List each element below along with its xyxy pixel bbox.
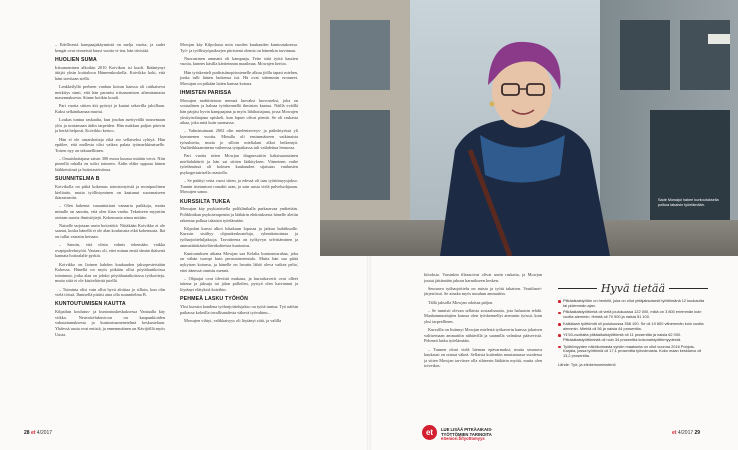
bullet-icon xyxy=(558,346,561,349)
fact-item xyxy=(558,322,708,332)
paragraph: – Valmistuttuani 2002 olin mielenterveys- ja päihdetyössä yli kymmenen vuotta. Minulla oli ensimmäiseen vaikinaista työsuhteita, mutta jo silloin mielialani alkoi heikentyä. Vaaliteikkaaminena vaiheessa työpaikassa tuli vaihdettua lennossa. xyxy=(180,128,298,151)
article-column-2 xyxy=(180,42,298,422)
section-heading: IHMISTEN PARISSA xyxy=(180,89,232,96)
paragraph: Kurssilla on lisännyt Mowjan mielestä työkaverin kanssa jokaisen valitsemaan ammattiin nähtävillä ja saannilla valmiina pääsevistä. Pehmeä lasku työelämään. xyxy=(424,327,542,344)
section-heading: SUUNNITELMA B xyxy=(55,176,100,183)
paragraph: Nuorastinen ammatti oli kampaaja. Tette siitä työtä kautten vuotta, kunnes käsilla käriteinnan maailmaa. Mowajen kertoo. xyxy=(180,55,298,67)
facts-box xyxy=(558,282,708,367)
magazine-name-left: et xyxy=(30,430,36,436)
fact-text: Kaikkiaan työttömiä oli joulukuussa 358 100. Se oli 19 800 vähemmän kuin vuotta aiemmin. Miehiä oli 56 ja naisia 44 prosenttia. xyxy=(563,320,704,331)
facts-rule-left xyxy=(558,288,597,289)
section-heading: PEHMEÄ LASKU TYÖHÖN xyxy=(180,296,248,303)
bullet-icon xyxy=(558,312,561,315)
paragraph: Pari vuotta siitten äiti pyörtyi ja kaatui sekavilla jaloillaan. Kaksi selkänikamaa murtui. xyxy=(55,103,165,114)
paragraph: Koivikko on lioinen kahden kuukauden jaksopesteistään Kokessa. Hänellä on myös pitkään ollut pöytälautikoissa toiminnut, jotka alaa on johdoi pöytälautaikoisissa työkortteja, mutta siitä ei ole käsiteltävää jutellä. xyxy=(55,261,165,284)
paragraph: – Toiminta olisi vain ollut hyvä aloittaa jo silloin, kun olin vielä töissä. Ihmisellä pitäisi aina olla suunnitelma B. xyxy=(55,286,165,298)
folio-left xyxy=(24,430,52,436)
promo-line-1: LUE LISÄÄ PITKÄAIKAIS- xyxy=(441,427,493,432)
magazine-name-right: et xyxy=(672,430,677,436)
page-number-left: 28 xyxy=(24,430,30,436)
paragraph: – Omaishoitajana saisin 300 euroa kuussa mitään verot. Niin pienellä rahalla en tulisi toimeen. Äidin eläke uppoaa hänen lääkkeisiinsä ja hoitotasteisiinsa. xyxy=(55,155,165,173)
section-heading: KUNTOUTUMISEN KAUTTA xyxy=(55,301,126,308)
paragraph: – Olen hakenut vaaantiutiani vanaaria paikkoja, mutta minulle on sanottu, että olen liian vanha. Tekniseen myyntiin otetaan nuoria ihmisiöjtejä. Kokemusta ainoa mitään. xyxy=(55,203,165,220)
paragraph: Koivikolla on pitkä kokemus toimistotyöstä ja monipuolinen kielitaito, mutta työllistyminen on kaatunut suoranaiseen ikärasismiin. xyxy=(55,184,165,201)
section-heading: KURSSILTA TUKEA xyxy=(180,198,231,205)
bullet-icon xyxy=(558,300,561,303)
fact-text: Pitkäaikaistyöttömiä oli vielä joulukuussa 122 000, mikä on 3 800 enemmän kuin vuotta aiemmin. Heistä oli 70 900 ja naisia 51 100. xyxy=(563,309,702,320)
paragraph: Mowajen vihtyi, valikkaisyys oli löytänyt siitä, ja valilla xyxy=(184,317,282,323)
paragraph: – Edellisestä kampaajakäynnistä on melja vuotta, ja sudet kengät ovat viimeisiä kuusi vuotta vi-ten, hän tiivistää. xyxy=(55,42,165,53)
facts-rule-right xyxy=(669,288,708,289)
paragraph: Loukas tuntua raskaalta, kun joudun asettyvällä nousemaan ylös ja nostamaan äidin tarpeiden. Hän makkuu paljon pärivin ja herää helposti, Koivikko kertoo. xyxy=(55,117,165,134)
folio-right xyxy=(672,430,700,436)
paragraph: – Se tunnisti olevan sellaisia sosiaalisuutta, jota haluaisin tehdä. Maahanmuuttajien kanssa olen työskennellyt aiemmin työssä, kuin yksi tarpeellinen. xyxy=(424,307,542,324)
paragraph: Kuntoutuksen aikana Mowjan saa Kelalta kuntoutusrahaa, joka on vähän isompi kuin perustoimeentulo. Mutta hän saa pitää nykyisen kotonsa, ja hänelle on luvattu lähiö oleva vaikea pelto, ettei äänessä onnistu mennä. xyxy=(180,250,298,273)
fact-text: Pitkäaikaistyötön on henkilö, joka on ollut yhtäjaksoisesti työttömänä 12 kuukautta tai pidemmän ajan. xyxy=(563,298,705,308)
paragraph: Kilpailun koulutus- ja kuntoutuskeskuksessa Vantaalla käy viikko. Neuvottelukuvioon on kaupunkioiden vakuuttamuksesta ja kuntoutusmenetelmä keskustelaan. Yhdessä uusia ovat entisiä, ja ennemmäinen on Kävijöillä myös Uusia. xyxy=(55,309,165,337)
fact-item xyxy=(558,345,708,359)
section-heading: HUOLIEN SUMA xyxy=(55,56,97,63)
paragraph: Hän työskenteli pudistsiinopitostenelle alkuu jöilla tapasi miehen, jonka tulli hänen laokensa isä. Hä ovat sittemmin eronneet. Mowajan on pitkään laiten kanssa kotona. xyxy=(180,69,298,86)
paragraph: Mowajan käy psykiatrisella poliklinikalla parkausvaa yndiettäin. Poliklinikan psykoterapeutin ja lääkärin ehdotuksesta hänelle aletiin rakentaa polkua takaisin työelämään. xyxy=(180,206,298,223)
earring xyxy=(490,102,495,107)
fact-item xyxy=(558,310,708,320)
photo-caption: Sade Mowajoi hakee kuntoutuksella polkua takaisin työelämään. xyxy=(658,198,719,207)
promo-url[interactable]: eSeniori.fi/tyottomyys xyxy=(441,436,485,442)
facts-source: Lähde: Työ- ja elinkeinoministeriö xyxy=(558,361,616,367)
paragraph: Irtisanominen alkoikin 2010 Koivikon isi kuoli. Ikääntynyt äitijäi yksin kotitaloon Hämeenkoskella. Koivikko koki, että hänt tarvitaan siellä. xyxy=(55,64,165,81)
paragraph: – Ohjaajat ovat tilevistä mukana, ja kurssikaverit ovat olleet tukena ja jaksuja tai jalan palloilen, pystyä olen kaivannut ja löytänyt elätyksiä koteihin. xyxy=(180,275,298,292)
bullet-icon xyxy=(558,334,561,337)
paragraph: Tällä jaksolla Mowjan odottaa paljon. xyxy=(428,299,494,305)
paragraph: – Sanoin, että olisin valmis tekemään vaikka ovapipalvelutyötä. Vastaus oli, ettei minun ensiä tämän ikäisenä kannata hoitoalalle pyrkiä. xyxy=(55,242,165,259)
promo-text[interactable] xyxy=(441,428,521,442)
facts-title xyxy=(558,282,708,295)
fact-text: Työttömyyden näkökulmasta synkin maakunta on ollut vuonna 2016 Pohjois-Karjala, jossa työttömiä oli 17,1 prosenttia työvoimasta. Koko maan keskiarvo oli 13,2 prosenttia. xyxy=(563,343,702,359)
fact-item xyxy=(558,299,708,309)
portrait-photo xyxy=(320,0,738,256)
window-right-2 xyxy=(680,20,730,90)
fact-text: Yli 50-vuotiaita pitkäaikaistyöttömiä oli 11 prosenttia ja naisia 62 000. Pitkäaikaistyöttömistä oli noin 34 prosenttia kokonaistyöttömyydestä. xyxy=(563,332,682,342)
paragraph: Seuraava työharjoittelu on naisia ja työtä takaisen. Voutiharri- järjestössä. Se ainaka myös muuhun ammattiin. xyxy=(424,285,542,297)
paragraph: Mowajen mahtitietoon rnemsä luovaksi luovosteksi, joka on sosiaalinen ja haluaa työskennellä ihmisten kanssa. Näillä eväillä hän pärjäsi hyvin kampaajana ja myös lähihoitajana, jossa Mowajen yksityisohtajana opiskeli, kun lapset olivat pieniä. Se oli raskasta aikaa, joka mitä kuin suomassa. xyxy=(180,97,298,126)
window-right-1 xyxy=(620,20,670,90)
paragraph: Naiselle tarjotaan usein hoitotöitä. Niitäkään Koivikko ei ole saanut, koska hänellä ei ole alan koulutusta eikä kokemusta. Ikä on tullut vastaiin kertaan. xyxy=(55,222,165,239)
issue-left: 4/2017 xyxy=(36,430,53,436)
paragraph: Pari vuotta sitten Mowjan diagnosoitiin kaksisuuntainen mielialahäiriö ja hän sai siitten lääkityksen. Viimeinen vaihe työelämässä oli kolmen kuukauden sijaisuus vanhusten psykogeriatrisella osastolla. xyxy=(180,153,298,176)
paragraph: kiitoksia. Varsinkin illansoivut olivat usein raskaita, ja Mowjan joutui jättämään jakson harmikseen kesken. xyxy=(424,272,542,283)
door-left xyxy=(330,110,390,200)
paragraph: Yksi kurssin kandena työharjoittelujakso on työtä tuntua. Työ näihin paikassa kokeilla tavallisuudesta väkevä työvahinu... xyxy=(180,303,298,315)
facts-title-text: Hyvä tietää xyxy=(600,282,666,295)
et-logo-icon: et xyxy=(422,425,437,440)
facts-list xyxy=(558,299,708,359)
paragraph: Lenkkeilyllä perheen vanhan koiran kanssa oli raitkaiseva merkitys sinni, että hän paranisi irtisanomisen aiheuttamasta masennuksesta. Siinne kotikin koudt. xyxy=(55,83,165,101)
issue-right: 4/2017 xyxy=(677,430,694,436)
paragraph: – Se päättyi vetta vuosi sitten, ja edessä oli taas työttömyysjakso. Tunnin itsetuntoni romahti aran, ja sain uusia vielä palveluohjaaan. Mowajen sanoo. xyxy=(180,178,298,195)
article-column-3 xyxy=(424,272,542,442)
sign-box xyxy=(708,34,730,44)
paragraph: – Tunnen oloni vielä hieman epävarmaksi, mutta seuraava kuukausi on otanut väkeä. Sellaista kuitenkin muutamassa vuodessa ja sitten Mowjan tarvitsee olla sihteerin lääkärin myötä, mutta olen toiveikas. xyxy=(424,346,542,369)
fact-item xyxy=(558,333,708,343)
photo-illustration xyxy=(320,0,738,256)
window-left xyxy=(330,20,390,90)
page-number-right: 29 xyxy=(694,430,701,436)
paragraph: Hän ei ole omaishoitaja eikä aio sellaiseksi ryhtyä. Hän epäilee, että mollesta olisi vaikea palata työmarkkinatuelle. Toisen nyy on takuuelliinen. xyxy=(55,136,165,153)
bullet-icon xyxy=(558,323,561,326)
paragraph: Kilpolan kurssi alkoi lokakuun lopussa ja jatkuu huhtikuulle. Kurssin sisältyy ohjauskeskusteluja, ryhmätoimintaa ja työharjoitteluljaksoja. Tavoitteena on työkyvyn selvittäminen ja ammattiinkäsiteltäväkohteista kuntoutus. xyxy=(180,225,298,248)
article-column-1 xyxy=(55,42,165,417)
promo-line-2: TYÖTTÖMIEN TARINOITA xyxy=(441,431,492,437)
paragraph: Mowjan käy Kilpolassa noin vuoden kuukauden kuntoutuksessa. Työ- ja työllistyöpaiksejen piiristenä olemia on hänenkin tarvinnau. xyxy=(180,42,298,53)
